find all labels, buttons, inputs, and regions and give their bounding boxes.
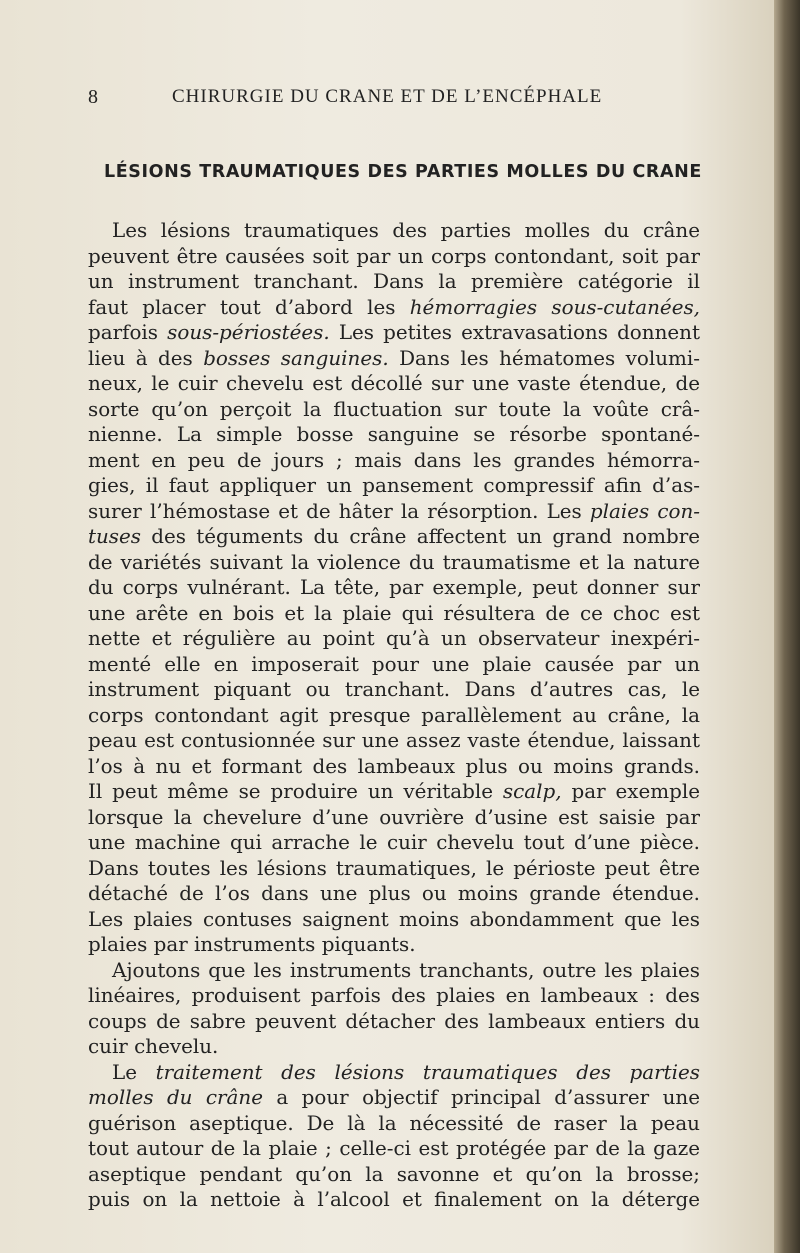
text-line	[88, 1009, 700, 1035]
text-run: lorsque la chevelure d’une ouvrière d’usine est saisie par	[88, 805, 700, 829]
text-run: peau est contusionnée sur une assez vaste étendue, laissant	[88, 729, 700, 752]
text-line	[88, 728, 700, 754]
text-line	[88, 601, 700, 627]
text-line	[88, 295, 700, 321]
running-title: CHIRURGIE DU CRANE ET DE L’ENCÉPHALE	[172, 86, 603, 107]
text-run: linéaires, produisent parfois des plaies en lambeaux : des	[88, 984, 700, 1007]
text-run: l’os à nu et formant des lambeaux plus ou moins grands.	[88, 754, 700, 778]
text-run: gies, il faut appliquer un pansement compressif afin d’as-	[88, 474, 700, 497]
text-run: nette et régulière au point qu’à un observateur inexpéri-	[88, 627, 700, 650]
section-title: LÉSIONS TRAUMATIQUES DES PARTIES MOLLES DU CRANE	[104, 162, 702, 182]
text-run: Les lésions traumatiques des parties molles du crâne	[112, 219, 700, 242]
text-line	[88, 652, 700, 678]
text-line	[88, 575, 700, 601]
text-run: par exemple	[561, 780, 700, 803]
text-run: aseptique pendant qu’on la savonne et qu’on la brosse;	[88, 1162, 700, 1186]
text-run: Dans les hématomes volumi-	[388, 346, 700, 370]
text-line	[88, 677, 700, 703]
page-number: 8	[88, 86, 98, 108]
text-run: Le	[112, 1060, 156, 1084]
text-run: parfois	[88, 321, 168, 344]
text-run: un instrument tranchant. Dans la première catégorie il	[88, 270, 700, 293]
text-run: détaché de l’os dans une plus ou moins grande étendue.	[88, 882, 700, 905]
text-run: Les petites extravasations donnent	[329, 321, 700, 344]
running-header	[88, 86, 688, 112]
text-line	[88, 269, 700, 295]
text-line	[88, 983, 700, 1009]
italic-term: plaies con-	[589, 499, 700, 523]
text-run: des téguments du crâne affectent un grand nombre	[141, 525, 700, 548]
text-line	[88, 754, 700, 780]
italic-term: traitement des lésions traumatiques des parties	[155, 1060, 700, 1084]
text-run: coups de sabre peuvent détacher des lambeaux entiers du	[88, 1009, 700, 1033]
body-text	[88, 218, 700, 1213]
text-line	[88, 524, 700, 550]
text-run: faut placer tout d’abord les	[88, 295, 410, 319]
text-run: plaies par instruments piquants.	[88, 933, 416, 956]
text-run: une machine qui arrache le cuir chevelu tout d’une pièce.	[88, 831, 700, 854]
text-run: de variétés suivant la violence du traumatisme et la nature	[88, 550, 700, 574]
text-line	[88, 932, 700, 958]
text-line	[88, 830, 700, 856]
text-line	[88, 346, 700, 372]
text-line	[88, 1060, 700, 1086]
text-line	[88, 1111, 700, 1137]
text-line	[88, 907, 700, 933]
text-line	[88, 371, 700, 397]
text-line	[88, 958, 700, 984]
text-run: lieu à des	[88, 346, 204, 370]
text-run: peuvent être causées soit par un corps contondant, soit par	[88, 244, 700, 268]
text-run: tout autour de la plaie ; celle-ci est protégée par de la gaze	[88, 1137, 700, 1160]
text-line	[88, 320, 700, 346]
italic-term: sous-périostées.	[167, 321, 330, 344]
text-run: Les plaies contuses saignent moins abondamment que les	[88, 907, 700, 931]
text-run: puis on la nettoie à l’alcool et finalement on la déterge	[88, 1188, 700, 1211]
text-line	[88, 881, 700, 907]
text-run: guérison aseptique. De là la nécessité de raser la peau	[88, 1111, 700, 1135]
text-run: surer l’hémostase et de hâter la résorption. Les	[88, 499, 590, 523]
text-line	[88, 1162, 700, 1188]
text-line	[88, 422, 700, 448]
text-line	[88, 1136, 700, 1162]
text-line	[88, 856, 700, 882]
text-run: instrument piquant ou tranchant. Dans d’autres cas, le	[88, 678, 700, 701]
italic-term: hémorragies sous-cutanées,	[409, 295, 700, 319]
text-run: cuir chevelu.	[88, 1035, 219, 1058]
italic-term: tuses	[88, 525, 141, 548]
text-line	[88, 1034, 700, 1060]
text-run: nienne. La simple bosse sanguine se résorbe spontané-	[88, 423, 700, 446]
text-run: corps contondant agit presque parallèlement au crâne, la	[88, 703, 700, 727]
text-line	[88, 1187, 700, 1213]
text-run: une arête en bois et la plaie qui résultera de ce choc est	[88, 601, 700, 625]
text-line	[88, 397, 700, 423]
text-run: Dans toutes les lésions traumatiques, le périoste peut être	[88, 856, 700, 880]
italic-term: bosses sanguines.	[203, 346, 389, 370]
text-line	[88, 448, 700, 474]
text-run: Ajoutons que les instruments tranchants, outre les plaies	[112, 958, 700, 982]
text-line	[88, 779, 700, 805]
text-line	[88, 473, 700, 499]
text-run: neux, le cuir chevelu est décollé sur une vaste étendue, de	[88, 372, 700, 395]
text-run: Il peut même se produire un véritable	[88, 780, 503, 803]
text-run: ment en peu de jours ; mais dans les grandes hémorra-	[88, 448, 700, 472]
text-run: sorte qu’on perçoit la fluctuation sur toute la voûte crâ-	[88, 397, 700, 421]
text-line	[88, 703, 700, 729]
text-run: du corps vulnérant. La tête, par exemple, peut donner sur	[88, 576, 700, 599]
text-line	[88, 626, 700, 652]
text-line	[88, 499, 700, 525]
italic-term: scalp,	[502, 780, 562, 803]
text-run: a pour objectif principal d’assurer une	[262, 1086, 700, 1109]
text-line	[88, 550, 700, 576]
italic-term: molles du crâne	[88, 1086, 263, 1109]
text-line	[88, 805, 700, 831]
text-line	[88, 244, 700, 270]
book-spine-edge	[774, 0, 800, 1253]
text-line	[88, 218, 700, 244]
text-line	[88, 1085, 700, 1111]
text-run: menté elle en imposerait pour une plaie causée par un	[88, 652, 700, 676]
